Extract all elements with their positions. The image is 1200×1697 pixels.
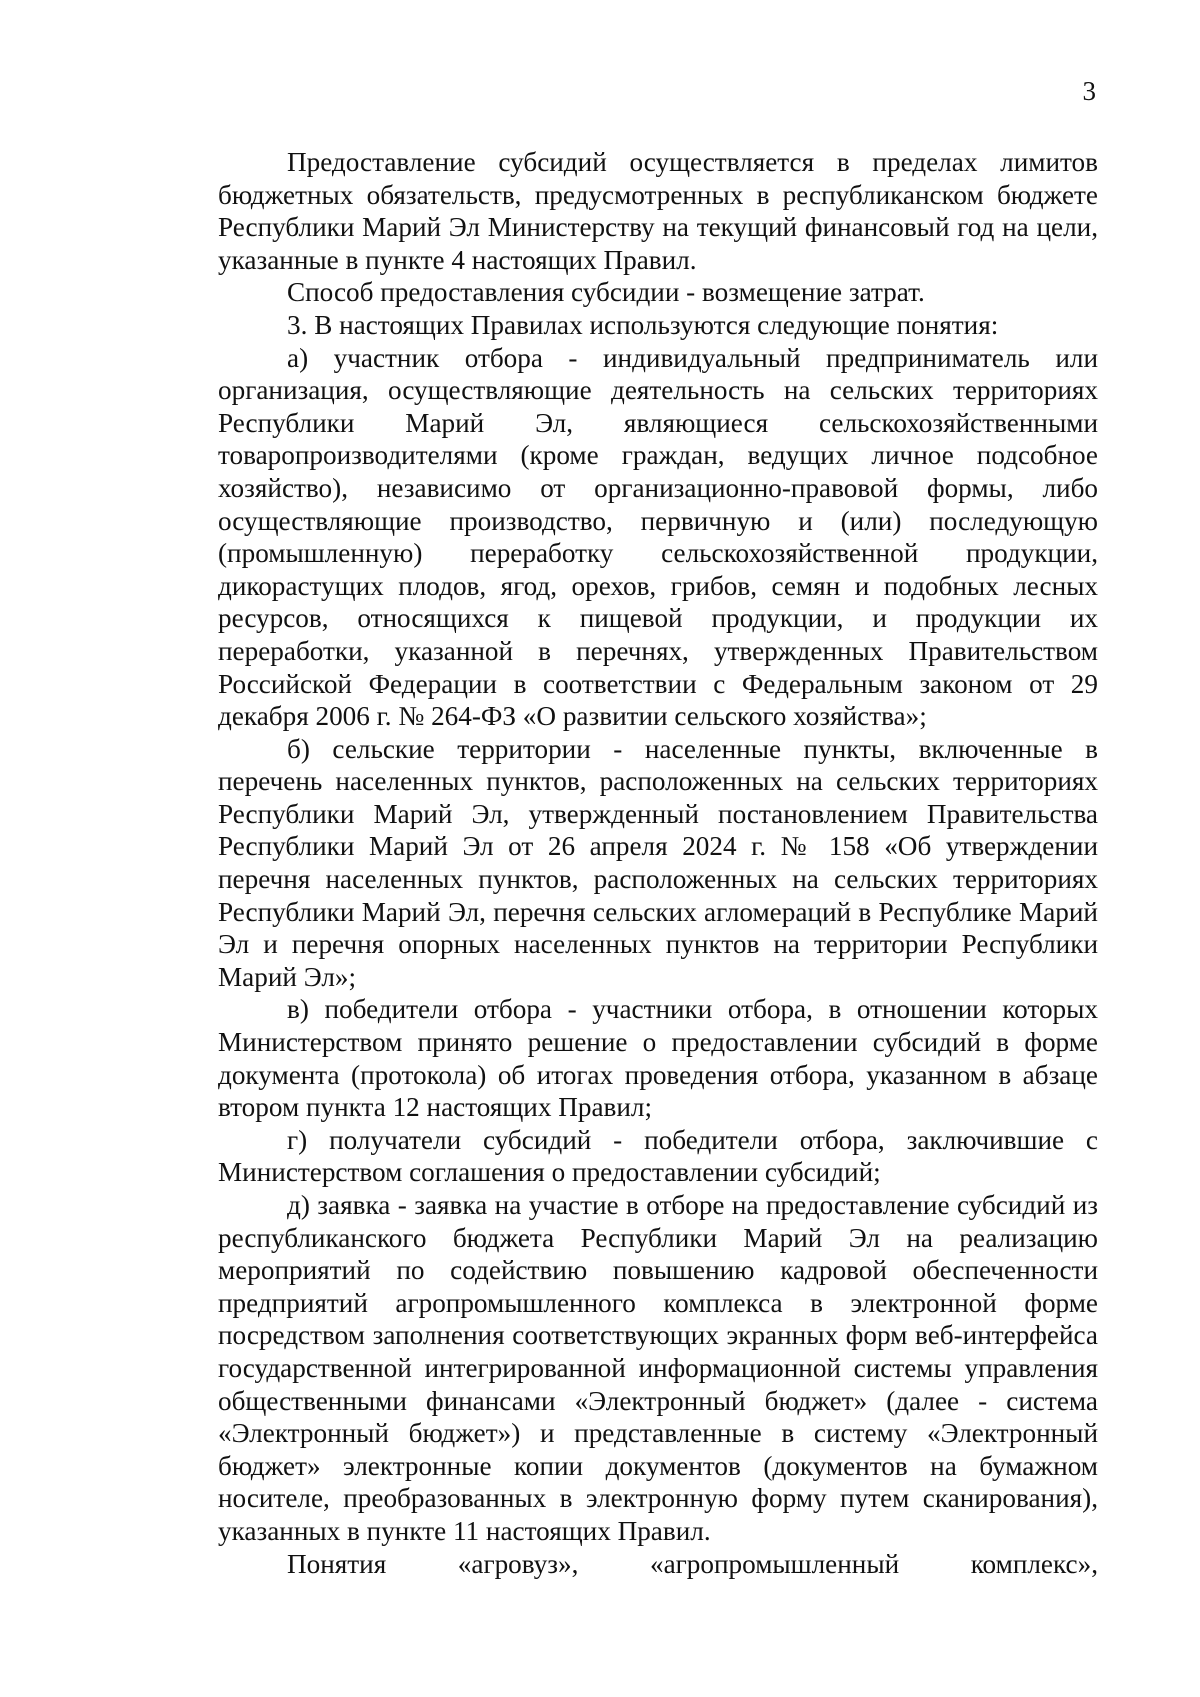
document-body — [218, 146, 1098, 1580]
paragraph-definition-d: д) заявка - заявка на участие в отборе на предоставление субсидий из республиканского бюджета Республики Марий Эл на реализацию мероприятий по содействию повышению кадровой обеспеченности предприятий агропромышленного комплекса в электронной форме посредством заполнения соответствующих экранных форм веб-интерфейса государственной интегрированной информационной системы управления общественными финансами «Электронный бюджет» (далее - система «Электронный бюджет») и представленные в систему «Электронный бюджет» электронные копии документов (документов на бумажном носителе, преобразованных в электронную форму путем сканирования), указанных в пункте 11 настоящих Правил. — [218, 1190, 1098, 1546]
paragraph-definition-a: а) участник отбора - индивидуальный предприниматель или организация, осуществляющие деятельность на сельских территориях Республики Марий Эл, являющиеся сельскохозяйственными товаропроизводителями (кроме граждан, ведущих личное подсобное хозяйство), независимо от организационно-правовой формы, либо осуществляющие производство, первичную и (или) последующую (промышленную) переработку сельскохозяйственной продукции, дикорастущих плодов, ягод, орехов, грибов, семян и подобных лесных ресурсов, относящихся к пищевой продукции, и продукции их переработки, указанной в перечнях, утвержденных Правительством Российской Федерации в соответствии с Федеральным законом от 29 декабря 2006 г. № 264-ФЗ «О развитии сельского хозяйства»; — [218, 342, 1098, 732]
paragraph-definition-b: б) сельские территории - населенные пункты, включенные в перечень населенных пунктов, расположенных на сельских территориях Республики Марий Эл, утвержденный постановлением Правительства Республики Марий Эл от 26 апреля 2024 г. № 158 «Об утверждении перечня населенных пунктов, расположенных на сельских территориях Республики Марий Эл, перечня сельских агломераций в Республике Марий Эл и перечня опорных населенных пунктов на территории Республики Марий Эл»; — [218, 733, 1098, 992]
paragraph-definition-v: в) победители отбора - участники отбора, в отношении которых Министерством принято решение о предоставлении субсидий в форме документа (протокола) об итогах проведения отбора, указанном в абзаце втором пункта 12 настоящих Правил; — [218, 994, 1098, 1123]
page-number: 3 — [1082, 76, 1096, 106]
paragraph-subsidy-limits: Предоставление субсидий осуществляется в пределах лимитов бюджетных обязательств, предусмотренных в республиканском бюджете Республики Марий Эл Министерству на текущий финансовый год на цели, указанные в пункте 4 настоящих Правил. — [218, 147, 1098, 275]
paragraph-concepts: Понятия «агровуз», «агропромышленный комплекс», — [287, 1548, 1098, 1579]
paragraph-definition-g: г) получатели субсидий - победители отбора, заключившие с Министерством соглашения о предоставлении субсидий; — [218, 1124, 1098, 1188]
paragraph-definitions-intro: 3. В настоящих Правилах используются следующие понятия: — [287, 309, 999, 340]
paragraph-subsidy-method: Способ предоставления субсидии - возмещение затрат. — [287, 277, 925, 308]
